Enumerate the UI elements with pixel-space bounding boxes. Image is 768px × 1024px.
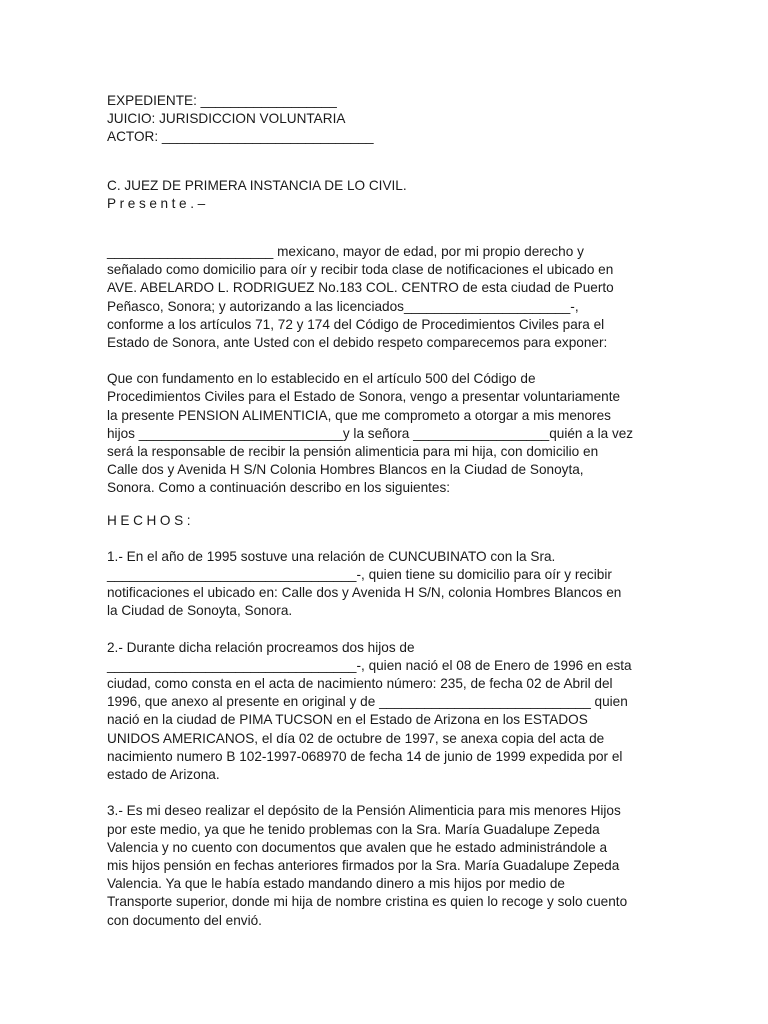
- fundamento-line: Que con fundamento en lo establecido en el artículo 500 del Código de: [107, 371, 536, 387]
- hecho-3-line: con documento del envió.: [107, 912, 262, 928]
- hecho-3-line: mis hijos pensión en fechas anteriores firmados por la Sra. María Guadalupe Zepeda: [107, 857, 620, 873]
- hechos-heading: HECHOS:: [107, 512, 195, 528]
- intro-line: ______________________ mexicano, mayor de edad, por mi propio derecho y: [107, 244, 584, 260]
- hecho-3-line: Transporte superior, donde mi hija de nombre cristina es quien lo recoge y solo cuento: [107, 894, 628, 910]
- hecho-2-line: 2.- Durante dicha relación procreamos dos hijos de: [107, 639, 415, 655]
- intro-line: AVE. ABELARDO L. RODRIGUEZ No.183 COL. CENTRO de esta ciudad de Puerto: [107, 280, 614, 296]
- hecho-2-line: 1996, que anexo al presente en original y de ____________________________ quien: [107, 694, 628, 710]
- hechos-heading-block: [107, 512, 687, 530]
- intro-line: Estado de Sonora, ante Usted con el debido respeto comparecemos para exponer:: [107, 335, 608, 351]
- hecho-3-line: Valencia y no cuento con documentos que avalen que he estado administrándole a: [107, 839, 608, 855]
- document-page: [107, 92, 687, 930]
- hecho-2-line: ciudad, como consta en el acta de nacimiento número: 235, de fecha 02 de Abril del: [107, 676, 613, 692]
- hecho-1: [107, 548, 687, 621]
- judge-line: C. JUEZ DE PRIMERA INSTANCIA DE LO CIVIL.: [107, 177, 407, 193]
- hecho-2-line: UNIDOS AMERICANOS, el día 02 de octubre de 1997, se anexa copia del acta de: [107, 730, 605, 746]
- case-header: [107, 92, 687, 147]
- hecho-1-line: notificaciones el ubicado en: Calle dos y Avenida H S/N, colonia Hombres Blancos en: [107, 585, 622, 601]
- expediente-line: EXPEDIENTE: __________________: [107, 93, 337, 108]
- juicio-line: JUICIO: JURISDICCION VOLUNTARIA: [107, 111, 346, 127]
- fundamento-line: la presente PENSION ALIMENTICIA, que me comprometo a otorgar a mis menores: [107, 407, 611, 423]
- fundamento-line: hijos ___________________________y la señora __________________quién a la vez: [107, 425, 634, 441]
- intro-line: Peñasco, Sonora; y autorizando a las licenciados______________________-,: [107, 298, 579, 314]
- hecho-1-line: _________________________________-, quien tiene su domicilio para oír y recibir: [107, 567, 612, 583]
- presente-line: Presente.–: [107, 195, 209, 211]
- intro-line: señalado como domicilio para oír y recibir toda clase de notificaciones el ubicado en: [107, 262, 614, 278]
- hecho-1-line: 1.- En el año de 1995 sostuve una relación de CUNCUBINATO con la Sra.: [107, 548, 556, 564]
- hecho-2-line: nació en la ciudad de PIMA TUCSON en el Estado de Arizona en los ESTADOS: [107, 712, 588, 728]
- fundamento-line: Sonora. Como a continuación describo en los siguientes:: [107, 480, 451, 496]
- actor-line: ACTOR: ____________________________: [107, 129, 374, 145]
- hecho-3-line: por este medio, ya que he tenido problemas con la Sra. María Guadalupe Zepeda: [107, 821, 600, 837]
- hecho-2-line: _________________________________-, quien nació el 08 de Enero de 1996 en esta: [107, 657, 632, 673]
- fundamento-paragraph: [107, 370, 687, 497]
- hecho-2: [107, 639, 687, 785]
- hecho-2-line: estado de Arizona.: [107, 767, 220, 783]
- hecho-2-line: nacimiento numero B 102-1997-068970 de fecha 14 de junio de 1999 expedida por el: [107, 748, 623, 764]
- fundamento-line: será la responsable de recibir la pensión alimenticia para mi hija, con domicilio en: [107, 444, 599, 460]
- hecho-3-line: Valencia. Ya que le había estado mandando dinero a mis hijos por medio de: [107, 876, 565, 892]
- hecho-3: [107, 802, 687, 929]
- addressee: [107, 177, 687, 213]
- intro-paragraph: [107, 243, 687, 352]
- intro-line: conforme a los artículos 71, 72 y 174 del Código de Procedimientos Civiles para el: [107, 316, 605, 332]
- hecho-1-line: la Ciudad de Sonoyta, Sonora.: [107, 603, 293, 619]
- fundamento-line: Procedimientos Civiles para el Estado de Sonora, vengo a presentar voluntariamente: [107, 389, 621, 405]
- fundamento-line: Calle dos y Avenida H S/N Colonia Hombres Blancos en la Ciudad de Sonoyta,: [107, 462, 584, 478]
- hecho-3-line: 3.- Es mi deseo realizar el depósito de la Pensión Alimenticia para mis menores Hijos: [107, 803, 621, 819]
